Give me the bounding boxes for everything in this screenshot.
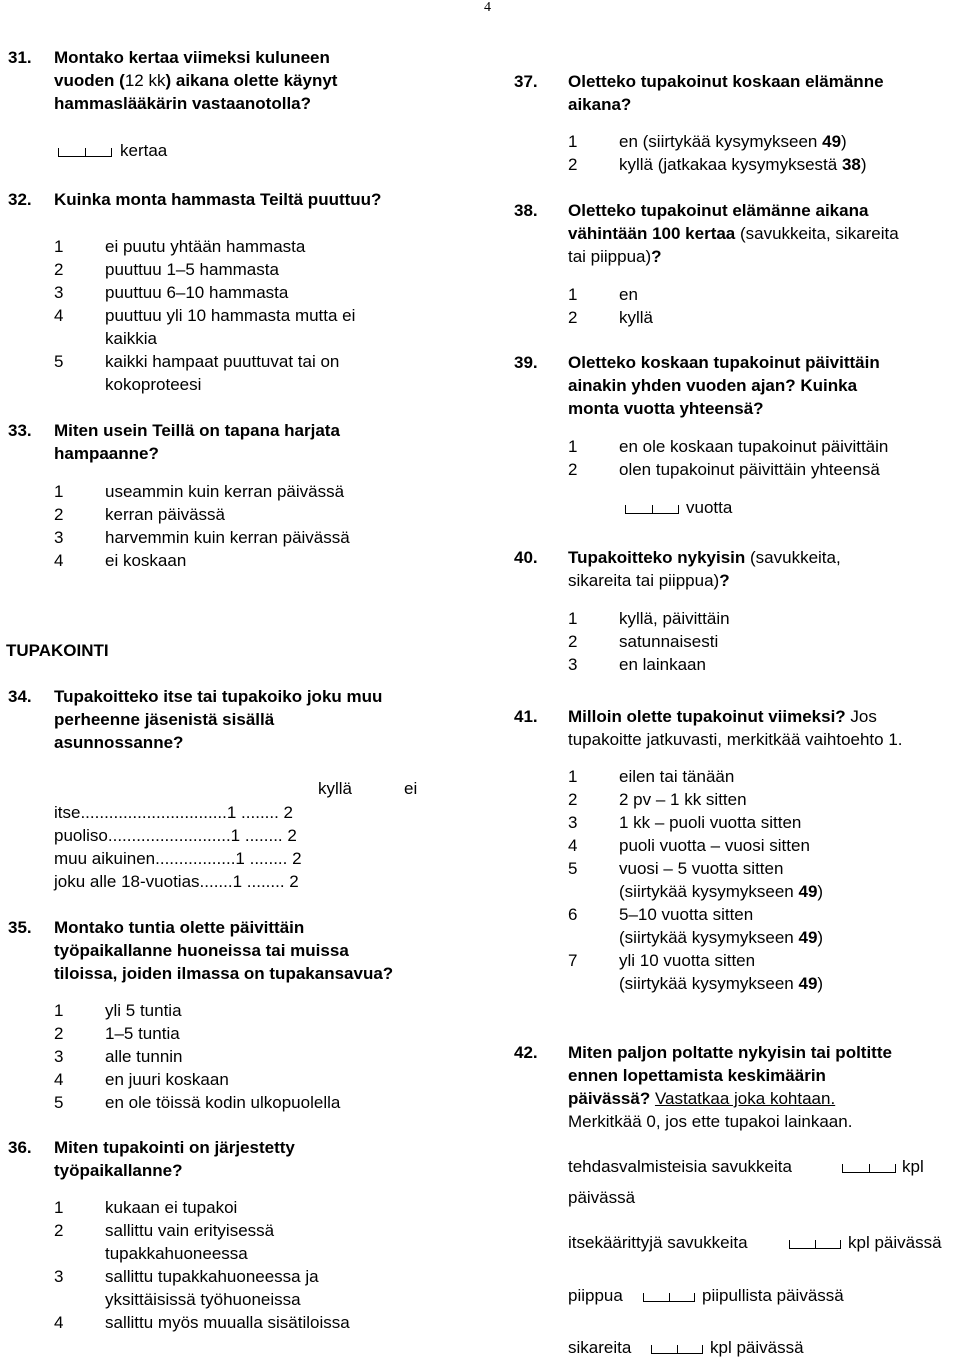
q41-option3-label: 1 kk – puoli vuotta sitten	[619, 813, 802, 832]
q42-number: 42.	[514, 1043, 538, 1062]
q42-row1-unit: kpl	[902, 1157, 924, 1176]
q41-option6-label: 5–10 vuotta sitten	[619, 905, 754, 924]
q41-option2-number[interactable]: 2	[568, 790, 578, 809]
q40-option1-number[interactable]: 1	[568, 609, 578, 628]
q40-line1: Tupakoitteko nykyisin (savukkeita,	[568, 548, 841, 567]
q34-row-muu-aikuinen[interactable]: muu aikuinen.................1 ........ 2	[54, 849, 302, 868]
q39-number: 39.	[514, 353, 538, 372]
q39-option1-number[interactable]: 1	[568, 437, 578, 456]
q37-option2-label: kyllä (jatkakaa kysymyksestä 38)	[619, 155, 867, 174]
q36-option1-label: kukaan ei tupakoi	[105, 1198, 238, 1217]
q35-number: 35.	[8, 918, 32, 937]
q35-option1-label: yli 5 tuntia	[105, 1001, 182, 1020]
q38-option1-label: en	[619, 285, 638, 304]
q39-answer-box[interactable]	[625, 505, 679, 514]
q31-line1: Montako kertaa viimeksi kuluneen	[54, 48, 330, 67]
q36-option2-number[interactable]: 2	[54, 1221, 64, 1240]
q31-line2: vuoden (12 kk) aikana olette käynyt	[54, 71, 338, 90]
q35-option2-label: 1–5 tuntia	[105, 1024, 180, 1043]
q32-option3-number[interactable]: 3	[54, 283, 64, 302]
q36-line2: työpaikallanne?	[54, 1161, 183, 1180]
q41-option7-number[interactable]: 7	[568, 951, 578, 970]
q32-option3-label: puuttuu 6–10 hammasta	[105, 283, 289, 302]
q41-option3-number[interactable]: 3	[568, 813, 578, 832]
q42-line4: Merkitkää 0, jos ette tupakoi lainkaan.	[568, 1112, 853, 1131]
q36-option2-label-cont: tupakkahuoneessa	[105, 1244, 248, 1263]
q40-option3-number[interactable]: 3	[568, 655, 578, 674]
q40-option1-label: kyllä, päivittäin	[619, 609, 730, 628]
q38-line2: vähintään 100 kertaa (savukkeita, sikareita	[568, 224, 899, 243]
q37-number: 37.	[514, 72, 538, 91]
q41-number: 41.	[514, 707, 538, 726]
q42-row2-label: itsekäärittyjä savukkeita	[568, 1233, 748, 1252]
q42-row4-unit: kpl päivässä	[710, 1338, 804, 1357]
q36-option3-label: sallittu tupakkahuoneessa ja	[105, 1267, 319, 1286]
q41-option2-label: 2 pv – 1 kk sitten	[619, 790, 747, 809]
q41-option6-number[interactable]: 6	[568, 905, 578, 924]
q35-option1-number[interactable]: 1	[54, 1001, 64, 1020]
q35-option4-label: en juuri koskaan	[105, 1070, 229, 1089]
q40-option2-number[interactable]: 2	[568, 632, 578, 651]
q42-row4-box[interactable]	[651, 1345, 703, 1354]
q31-line3: hammaslääkärin vastaanotolla?	[54, 94, 312, 113]
q42-row1-unit-cont: päivässä	[568, 1188, 636, 1207]
q33-line1: Miten usein Teillä on tapana harjata	[54, 421, 340, 440]
q32-option1-label: ei puutu yhtään hammasta	[105, 237, 306, 256]
q32-option4-label-cont: kaikkia	[105, 329, 157, 348]
q36-option2-label: sallittu vain erityisessä	[105, 1221, 275, 1240]
q38-option2-label: kyllä	[619, 308, 654, 327]
q34-row-puoliso[interactable]: puoliso..........................1 ........ 2	[54, 826, 297, 845]
q34-row-alle-18[interactable]: joku alle 18-vuotias.......1 ........ 2	[54, 872, 299, 891]
q39-option2-label: olen tupakoinut päivittäin yhteensä	[619, 460, 880, 479]
q42-row3-box[interactable]	[643, 1293, 695, 1302]
q42-row2-unit: kpl päivässä	[848, 1233, 942, 1252]
q33-option2-label: kerran päivässä	[105, 505, 226, 524]
q39-line1: Oletteko koskaan tupakoinut päivittäin	[568, 353, 880, 372]
q36-option4-label: sallittu myös muualla sisätiloissa	[105, 1313, 350, 1332]
q33-option3-label: harvemmin kuin kerran päivässä	[105, 528, 350, 547]
q37-line2: aikana?	[568, 95, 632, 114]
q42-row4-label: sikareita	[568, 1338, 632, 1357]
q34-line3: asunnossanne?	[54, 733, 184, 752]
q41-option5-label: vuosi – 5 vuotta sitten	[619, 859, 784, 878]
q38-option1-number[interactable]: 1	[568, 285, 578, 304]
q37-line1: Oletteko tupakoinut koskaan elämänne	[568, 72, 884, 91]
q36-option1-number[interactable]: 1	[54, 1198, 64, 1217]
q36-option4-number[interactable]: 4	[54, 1313, 64, 1332]
q35-option2-number[interactable]: 2	[54, 1024, 64, 1043]
q32-question: Kuinka monta hammasta Teiltä puuttuu?	[54, 190, 382, 209]
q37-option1-label: en (siirtykää kysymykseen 49)	[619, 132, 847, 151]
q36-number: 36.	[8, 1138, 32, 1157]
q39-line3: monta vuotta yhteensä?	[568, 399, 764, 418]
q38-line3: tai piippua)?	[568, 247, 662, 266]
q42-row3-unit: piipullista päivässä	[702, 1286, 844, 1305]
q34-line1: Tupakoitteko itse tai tupakoiko joku muu	[54, 687, 383, 706]
q31-answer-box[interactable]	[58, 148, 112, 157]
q32-option4-label: puuttuu yli 10 hammasta mutta ei	[105, 306, 356, 325]
q39-line2: ainakin yhden vuoden ajan? Kuinka	[568, 376, 858, 395]
q41-line2: tupakoitte jatkuvasti, merkitkää vaihtoehto 1.	[568, 730, 903, 749]
q35-option4-number[interactable]: 4	[54, 1070, 64, 1089]
q35-line1: Montako tuntia olette päivittäin	[54, 918, 305, 937]
q38-option2-number[interactable]: 2	[568, 308, 578, 327]
q42-row1-label: tehdasvalmisteisia savukkeita	[568, 1157, 792, 1176]
q33-line2: hampaanne?	[54, 444, 159, 463]
q41-option1-number[interactable]: 1	[568, 767, 578, 786]
q31-unit: kertaa	[120, 141, 168, 160]
q32-number: 32.	[8, 190, 32, 209]
q42-row1-box[interactable]	[842, 1164, 896, 1173]
q42-line1: Miten paljon poltatte nykyisin tai poltitte	[568, 1043, 892, 1062]
q34-row-itse[interactable]: itse...............................1 ........ 2	[54, 803, 294, 822]
q41-option1-label: eilen tai tänään	[619, 767, 735, 786]
q35-option3-number[interactable]: 3	[54, 1047, 64, 1066]
page-number: 4	[484, 0, 491, 15]
q35-option5-label: en ole töissä kodin ulkopuolella	[105, 1093, 341, 1112]
q42-row2-box[interactable]	[789, 1240, 841, 1249]
q32-option5-label-cont: kokoproteesi	[105, 375, 202, 394]
q33-number: 33.	[8, 421, 32, 440]
q32-option2-label: puuttuu 1–5 hammasta	[105, 260, 279, 279]
section-heading: TUPAKOINTI	[6, 641, 109, 660]
q40-option3-label: en lainkaan	[619, 655, 706, 674]
q33-option1-label: useammin kuin kerran päivässä	[105, 482, 345, 501]
q42-line3: päivässä? Vastatkaa joka kohtaan.	[568, 1089, 836, 1108]
q41-option6-skip: (siirtykää kysymykseen 49)	[619, 928, 824, 947]
q36-option3-number[interactable]: 3	[54, 1267, 64, 1286]
q32-option4-number[interactable]: 4	[54, 306, 64, 325]
q33-option2-number[interactable]: 2	[54, 505, 64, 524]
q33-option4-label: ei koskaan	[105, 551, 187, 570]
q34-header-no: ei	[404, 779, 418, 798]
q41-option7-label: yli 10 vuotta sitten	[619, 951, 756, 970]
q37-option2-number[interactable]: 2	[568, 155, 578, 174]
q41-option4-number[interactable]: 4	[568, 836, 578, 855]
q34-header-yes: kyllä	[318, 779, 353, 798]
q41-option4-label: puoli vuotta – vuosi sitten	[619, 836, 810, 855]
q35-line3: tiloissa, joiden ilmassa on tupakansavua?	[54, 964, 394, 983]
q41-option7-skip: (siirtykää kysymykseen 49)	[619, 974, 824, 993]
q41-option5-number[interactable]: 5	[568, 859, 578, 878]
q42-line2: ennen lopettamista keskimäärin	[568, 1066, 826, 1085]
q34-number: 34.	[8, 687, 32, 706]
q39-option1-label: en ole koskaan tupakoinut päivittäin	[619, 437, 889, 456]
q37-option1-number[interactable]: 1	[568, 132, 578, 151]
q31-number: 31.	[8, 48, 32, 67]
q33-option3-number[interactable]: 3	[54, 528, 64, 547]
q39-unit: vuotta	[686, 498, 733, 517]
q40-line2: sikareita tai piippua)?	[568, 571, 730, 590]
q39-option2-number[interactable]: 2	[568, 460, 578, 479]
q38-line1: Oletteko tupakoinut elämänne aikana	[568, 201, 869, 220]
q33-option4-number[interactable]: 4	[54, 551, 64, 570]
q35-option3-label: alle tunnin	[105, 1047, 183, 1066]
q36-option3-label-cont: yksittäisissä työhuoneissa	[105, 1290, 301, 1309]
q34-line2: perheenne jäsenistä sisällä	[54, 710, 275, 729]
q32-option5-label: kaikki hampaat puuttuvat tai on	[105, 352, 340, 371]
q36-line1: Miten tupakointi on järjestetty	[54, 1138, 295, 1157]
q35-option5-number[interactable]: 5	[54, 1093, 64, 1112]
q32-option2-number[interactable]: 2	[54, 260, 64, 279]
q40-number: 40.	[514, 548, 538, 567]
q35-line2: työpaikallanne huoneissa tai muissa	[54, 941, 349, 960]
q41-line1: Milloin olette tupakoinut viimeksi? Jos	[568, 707, 877, 726]
q40-option2-label: satunnaisesti	[619, 632, 719, 651]
q33-option1-number[interactable]: 1	[54, 482, 64, 501]
q32-option5-number[interactable]: 5	[54, 352, 64, 371]
q32-option1-number[interactable]: 1	[54, 237, 64, 256]
q42-row3-label: piippua	[568, 1286, 623, 1305]
q38-number: 38.	[514, 201, 538, 220]
q41-option5-skip: (siirtykää kysymykseen 49)	[619, 882, 824, 901]
